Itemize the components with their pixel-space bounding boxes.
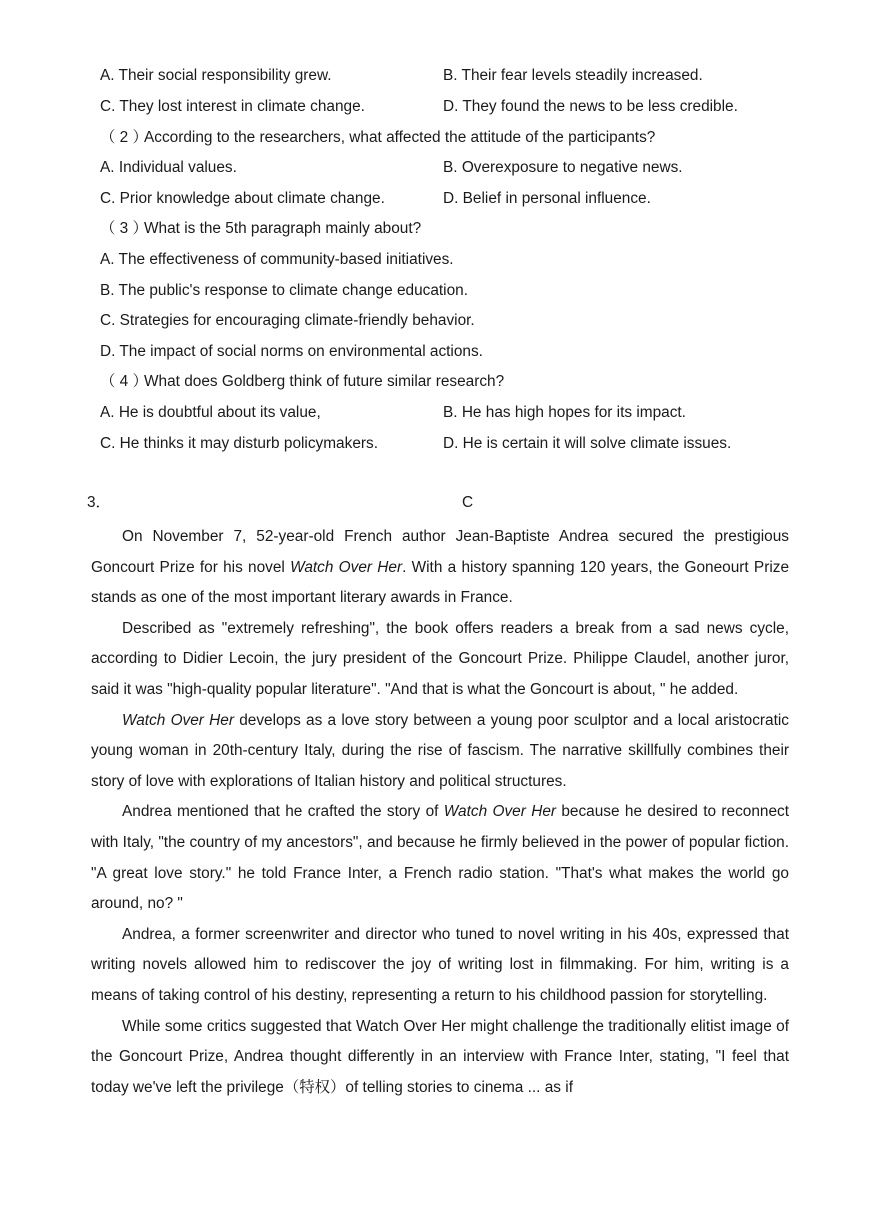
q2-options-row-1: [100, 158, 683, 178]
q1-option-d: D. They found the news to be less credible.: [443, 98, 738, 115]
q1-options-row-2: [100, 97, 738, 117]
q3-option-b: B. The public's response to climate change education.: [100, 282, 468, 299]
section-number: 3．: [87, 494, 111, 511]
novel-title: Watch Over Her: [443, 803, 557, 821]
paragraph-3: [91, 706, 789, 798]
q2-option-b: B. Overexposure to negative news.: [443, 159, 683, 176]
paragraph-1-text-b: . With a history spanning 120 years, the Goneourt Prize stands as one of the most important literary awards in France.: [91, 558, 789, 607]
q3-stem: [100, 219, 421, 239]
paragraph-4: [91, 797, 789, 919]
q2-option-d: D. Belief in personal influence.: [443, 190, 651, 207]
q2-option-a: A. Individual values.: [100, 159, 237, 176]
q2-option-c: C. Prior knowledge about climate change.: [100, 190, 385, 207]
q1-option-c: C. They lost interest in climate change.: [100, 98, 365, 115]
passage: [91, 522, 789, 1103]
q1-option-a: A. Their social responsibility grew.: [100, 67, 332, 84]
q4-options-row-1: [100, 403, 686, 423]
q4-options-row-2: [100, 434, 732, 454]
q3-number: （ 3 ）: [100, 220, 148, 237]
q4-stem-text: What does Goldberg think of future similar research?: [144, 373, 505, 390]
paragraph-3-text: develops as a love story between a young poor sculptor and a local aristocratic young woman in 20th-century Italy, during the rise of fascism. The narrative skillfully combines their story of love with explorations of Italian history and political structures.: [91, 711, 789, 790]
q2-stem-text: According to the researchers, what affected the attitude of the participants?: [144, 129, 656, 146]
paragraph-5: Andrea, a former screenwriter and director who tuned to novel writing in his 40s, expressed that writing novels allowed him to rediscover the joy of writing lost in filmmaking. For him, writing is a means of taking control of his destiny, representing a return to his childhood passion for storytelling.: [91, 925, 789, 1004]
q1-options-row-1: [100, 66, 703, 86]
q3-option-a: A. The effectiveness of community-based initiatives.: [100, 251, 454, 268]
paragraph-1-text-a: On November 7, 52-year-old French author Jean-Baptiste Andrea secured the prestigious Goncourt Prize for his novel: [91, 528, 789, 576]
q4-number: （ 4 ）: [100, 373, 148, 390]
q2-options-row-2: [100, 189, 651, 209]
q3-option-c: C. Strategies for encouraging climate-friendly behavior.: [100, 312, 475, 329]
q4-option-b: B. He has high hopes for its impact.: [443, 404, 686, 421]
section-letter: C: [462, 494, 474, 511]
novel-title: Watch Over Her: [122, 711, 234, 729]
q1-option-b: B. Their fear levels steadily increased.: [443, 67, 703, 84]
q3-option-d: D. The impact of social norms on environmental actions.: [100, 343, 483, 360]
q4-stem: [100, 372, 504, 392]
q4-option-a: A. He is doubtful about its value,: [100, 404, 321, 421]
q2-number: （ 2 ）: [100, 129, 148, 146]
q3-stem-text: What is the 5th paragraph mainly about?: [144, 220, 422, 237]
q2-stem: [100, 128, 655, 148]
q4-option-d: D. He is certain it will solve climate issues.: [443, 435, 732, 452]
paragraph-4-text-a: Andrea mentioned that he crafted the story of: [122, 803, 444, 821]
paragraph-6: While some critics suggested that Watch Over Her might challenge the traditionally elitist image of the Goncourt Prize, Andrea thought differently in an interview with France Inter, stating, "I feel that today we've left the privilege（特权）of telling stories to cinema ... as if: [91, 1017, 789, 1096]
paragraph-4-text-b: because he desired to reconnect with Italy, "the country of my ancestors", and because he firmly believed in the power of popular fiction. "A great love story." he told France Inter, a French radio station. "That's what makes the world go around, no? ": [91, 803, 790, 913]
novel-title: Watch Over Her: [290, 558, 403, 576]
paragraph-1: [91, 522, 789, 614]
paragraph-2: Described as "extremely refreshing", the book offers readers a break from a sad news cycle, according to Didier Lecoin, the jury president of the Goncourt Prize. Philippe Claudel, another juror, said it was "high-quality popular literature". "And that is what the Goncourt is about, " he added.: [91, 619, 789, 698]
q4-option-c: C. He thinks it may disturb policymakers.: [100, 435, 378, 452]
